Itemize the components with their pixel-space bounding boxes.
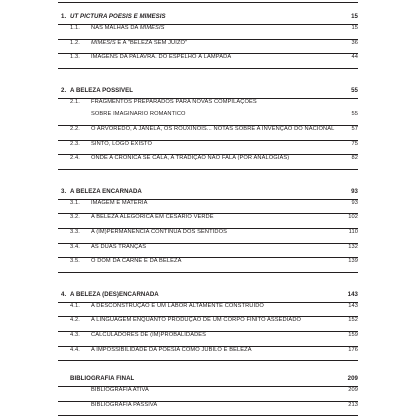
toc-title: MÍMESIS E A "BELEZA SEM JUÍZO" (91, 39, 188, 46)
toc-title: A DESCONSTRUÇÃO É UM LABOR ALTAMENTE CONSTRUÍDO (91, 302, 264, 309)
toc-page-number: 139 (348, 258, 358, 265)
toc-number: 2.2. (70, 125, 80, 132)
toc-title: ONDE A CRÓNICA SE CALA, A TRADIÇÃO NÃO FALA (POR ANALOGIAS) (91, 155, 290, 162)
toc-page-number: 209 (348, 387, 358, 394)
toc-title-continuation: SOBRE IMAGINÁRIO ROMÂNTICO (91, 111, 186, 118)
toc-page-number: 44 (351, 54, 358, 61)
toc-item[interactable] (58, 54, 358, 69)
top-rule (58, 2, 358, 3)
toc-page-number: 132 (348, 243, 358, 250)
toc-title: BIBLIOGRAFIA FINAL (70, 375, 135, 383)
toc-number: 2.4. (70, 155, 80, 162)
toc-number: 1.1. (70, 25, 80, 31)
toc-title: O DOM DA CARNE E DA BELEZA (91, 258, 182, 265)
toc-chapter[interactable] (58, 375, 358, 387)
toc-item[interactable] (58, 402, 358, 416)
toc-number: 2.1. (70, 98, 80, 105)
toc-number: 4.3. (70, 331, 80, 338)
toc-page-number: 143 (348, 302, 358, 309)
toc-item[interactable] (58, 99, 358, 112)
toc-item[interactable] (58, 387, 358, 402)
toc-page-number: 213 (348, 401, 358, 408)
toc-number: 3.5. (70, 258, 80, 265)
toc-page-number: 15 (351, 25, 358, 31)
toc-page-number: 93 (351, 199, 358, 206)
toc-page-number: 82 (351, 155, 358, 162)
toc-page-number: 152 (348, 317, 358, 324)
toc-title: AS DUAS TRANÇAS (91, 243, 147, 250)
toc-page-number: 102 (348, 214, 358, 221)
toc-item[interactable] (58, 25, 358, 40)
toc-title: FRAGMENTOS PREPARADOS PARA NOVAS COMPILAÇÕES (91, 98, 257, 105)
toc-page-number: 55 (351, 86, 358, 94)
toc-title: A BELEZA ALEGÓRICA EM CESÁRIO VERDE (91, 214, 214, 221)
toc-number: 4.1. (70, 302, 80, 309)
toc-chapter[interactable] (58, 87, 358, 99)
toc-title: SINTO, LOGO EXISTO (91, 140, 153, 147)
toc-page-number: 57 (351, 125, 358, 132)
toc-page-number: 143 (347, 290, 358, 298)
toc-item[interactable] (58, 332, 358, 347)
toc-item[interactable] (58, 229, 358, 244)
toc-item[interactable] (58, 244, 358, 259)
toc-title: NAS MALHAS DA MÍMESIS (91, 25, 165, 31)
toc-page-number: 93 (351, 187, 358, 195)
toc-title: IMAGEM E MATÉRIA (91, 199, 148, 206)
toc-number: 2. (61, 86, 67, 94)
toc-item[interactable] (58, 303, 358, 318)
toc-item-continuation[interactable] (58, 111, 358, 126)
toc-number: 3.2. (70, 214, 80, 221)
toc-item[interactable] (58, 214, 358, 229)
toc-item[interactable] (58, 40, 358, 55)
toc-number: 2.3. (70, 140, 80, 147)
row-underline (58, 68, 358, 69)
toc-chapter[interactable] (58, 13, 358, 25)
row-underline (58, 272, 358, 273)
toc-item[interactable] (58, 126, 358, 141)
toc-title: CALCULADORES DE (IM)PROBALIDADES (91, 331, 207, 338)
toc-number: 3. (61, 187, 67, 195)
toc-page-number: 75 (351, 140, 358, 147)
row-underline (58, 360, 358, 361)
toc-number: 1.3. (70, 54, 80, 61)
toc-title: BIBLIOGRAFIA ATIVA (91, 387, 149, 394)
toc-chapter[interactable] (58, 188, 358, 200)
row-underline (58, 169, 358, 170)
toc-page-number: 15 (351, 13, 358, 20)
toc-page-number: 36 (351, 39, 358, 46)
toc-page (58, 0, 358, 410)
toc-page-number: 159 (348, 331, 358, 338)
toc-item[interactable] (58, 141, 358, 156)
toc-title: BIBLIOGRAFIA PASSIVA (91, 401, 158, 408)
toc-title: O ARVOREDO, A JANELA, OS ROUXINÓIS... NOTAS SOBRE A INVENÇÃO DO NACIONAL (91, 125, 335, 132)
toc-chapter[interactable] (58, 291, 358, 303)
toc-number: 4. (61, 290, 67, 298)
toc-number: 4.4. (70, 346, 80, 353)
toc-item[interactable] (58, 258, 358, 273)
toc-number: 3.4. (70, 243, 80, 250)
toc-title: IMAGENS DA PALAVRA. DO ESPELHO À LÂMPADA (91, 54, 232, 61)
table-of-contents (58, 9, 358, 416)
toc-title: A LINGUAGEM ENQUANTO PRODUÇÃO DE UM CORPO FINITO ASSEDIADO (91, 317, 302, 324)
toc-page-number: 209 (347, 375, 358, 383)
toc-title: UT PICTURA POESIS E MÍMESIS (70, 13, 166, 20)
toc-title: A (IM)PERMANÊNCIA CONTÍNUA DOS SENTIDOS (91, 228, 227, 235)
toc-item[interactable] (58, 347, 358, 362)
toc-number: 3.3. (70, 228, 80, 235)
toc-item[interactable] (58, 317, 358, 332)
toc-title: A IMPOSSIBILIDADE DA POESIA COMO JÚBILO E BELEZA (91, 346, 252, 353)
toc-page-number: 110 (348, 228, 358, 235)
toc-page-number: 55 (351, 111, 358, 118)
toc-item[interactable] (58, 155, 358, 170)
toc-number: 1.2. (70, 39, 80, 46)
toc-page-number: 176 (348, 346, 358, 353)
toc-title: A BELEZA POSSÍVEL (70, 86, 134, 94)
toc-number: 1. (61, 13, 67, 20)
toc-title: A BELEZA (DES)ENCARNADA (70, 290, 159, 298)
toc-title: A BELEZA ENCARNADA (70, 187, 142, 195)
toc-number: 3.1. (70, 199, 80, 206)
toc-item[interactable] (58, 200, 358, 215)
toc-number: 4.2. (70, 317, 80, 324)
